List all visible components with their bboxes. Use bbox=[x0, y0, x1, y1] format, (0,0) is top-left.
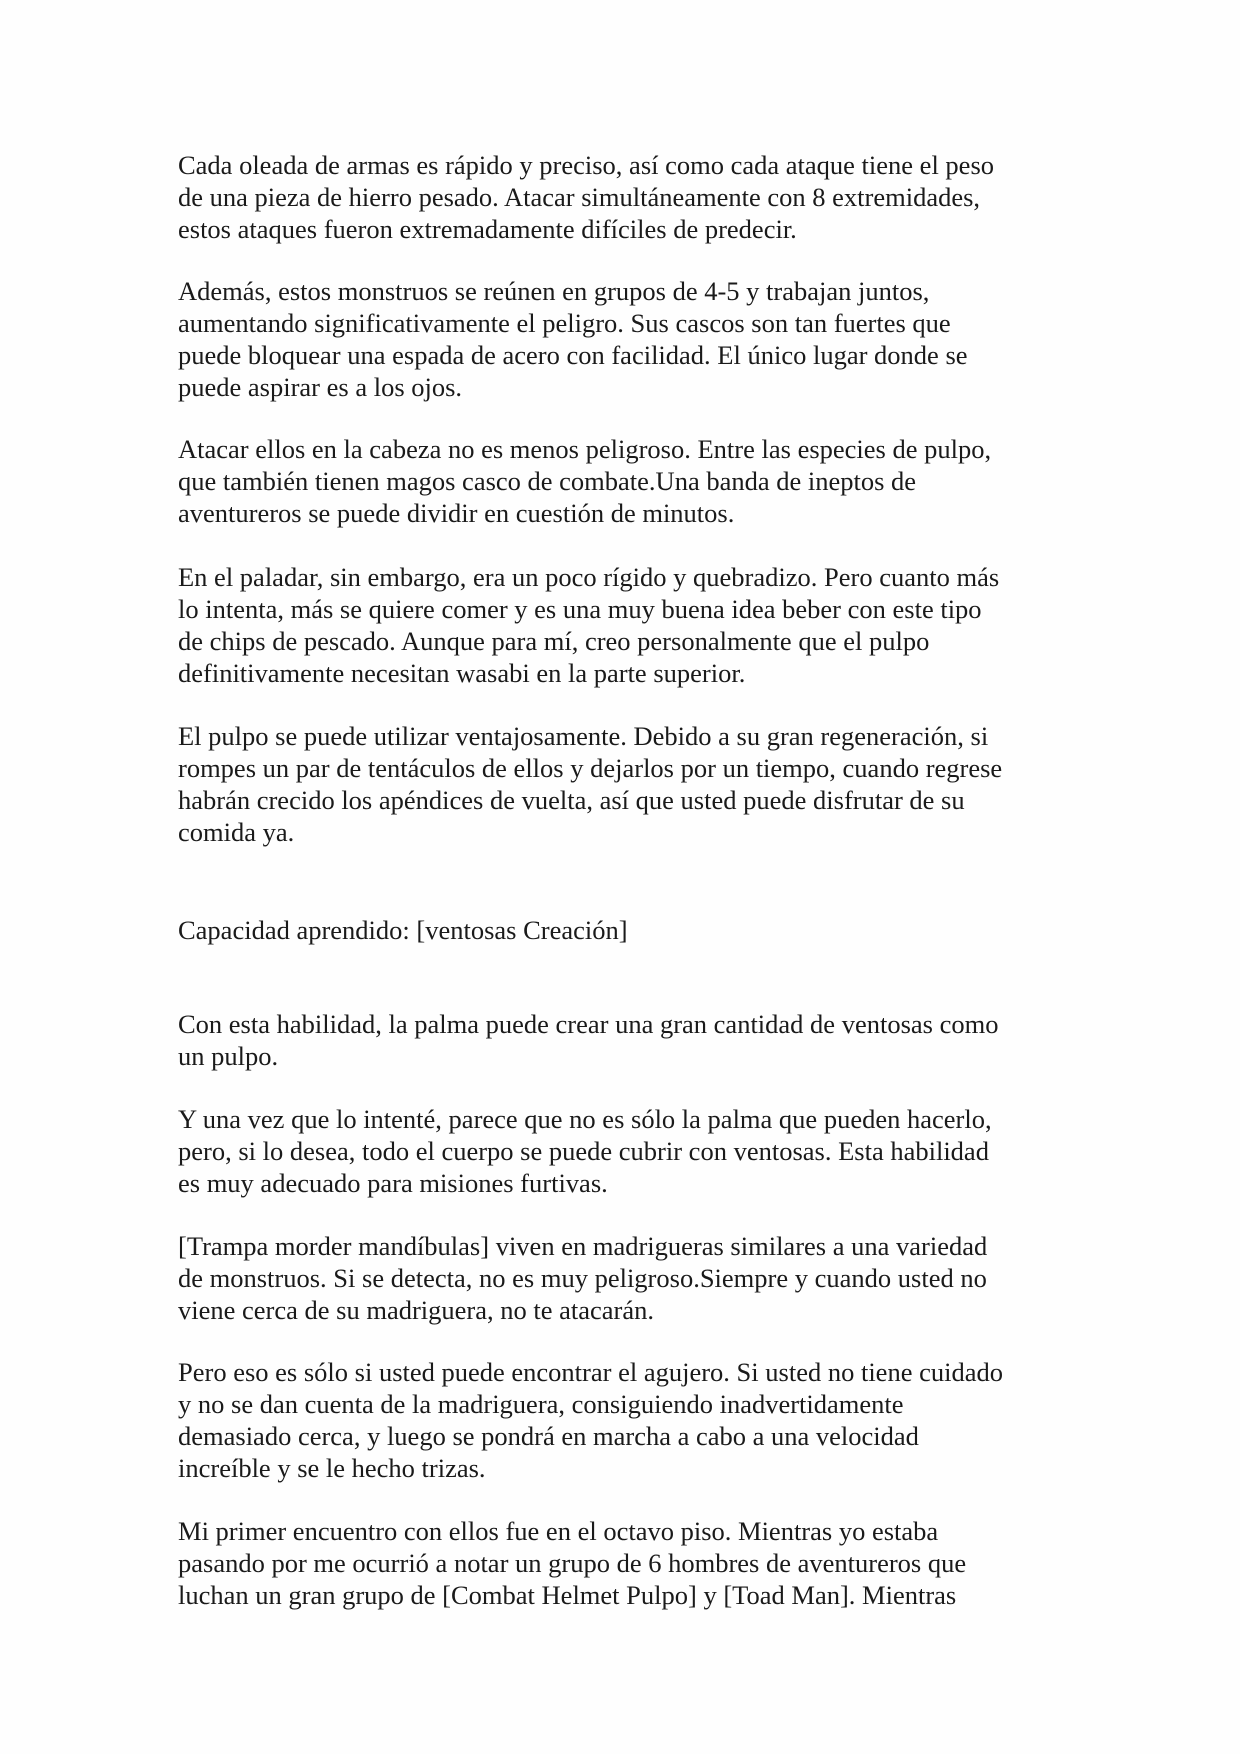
text-line: Además, estos monstruos se reúnen en grupos de 4-5 y trabajan juntos, bbox=[178, 276, 930, 306]
text-line: de chips de pescado. Aunque para mí, creo personalmente que el pulpo bbox=[178, 626, 930, 656]
text-line: pasando por me ocurrió a notar un grupo de 6 hombres de aventureros que bbox=[178, 1548, 967, 1578]
paragraph-6 bbox=[178, 1008, 1078, 1072]
paragraph-2 bbox=[178, 275, 1078, 403]
text-line: Pero eso es sólo si usted puede encontrar el agujero. Si usted no tiene cuidado bbox=[178, 1357, 1003, 1387]
text-line: puede bloquear una espada de acero con facilidad. El único lugar donde se bbox=[178, 340, 968, 370]
text-line: es muy adecuado para misiones furtivas. bbox=[178, 1168, 608, 1198]
text-line: rompes un par de tentáculos de ellos y dejarlos por un tiempo, cuando regrese bbox=[178, 753, 1003, 783]
text-line: Atacar ellos en la cabeza no es menos peligroso. Entre las especies de pulpo, bbox=[178, 434, 992, 464]
text-line: estos ataques fueron extremadamente difíciles de predecir. bbox=[178, 214, 797, 244]
text-line: lo intenta, más se quiere comer y es una muy buena idea beber con este tipo bbox=[178, 594, 982, 624]
text-line: de una pieza de hierro pesado. Atacar simultáneamente con 8 extremidades, bbox=[178, 182, 981, 212]
text-line: aventureros se puede dividir en cuestión de minutos. bbox=[178, 498, 735, 528]
text-line: que también tienen magos casco de combate.Una banda de ineptos de bbox=[178, 466, 917, 496]
text-line: de monstruos. Si se detecta, no es muy peligroso.Siempre y cuando usted no bbox=[178, 1263, 987, 1293]
text-line: increíble y se le hecho trizas. bbox=[178, 1453, 486, 1483]
ability-heading bbox=[178, 914, 1078, 946]
paragraph-1 bbox=[178, 149, 1078, 245]
paragraph-3 bbox=[178, 433, 1078, 529]
text-line: En el paladar, sin embargo, era un poco rígido y quebradizo. Pero cuanto más bbox=[178, 562, 1000, 592]
paragraph-4 bbox=[178, 561, 1078, 689]
text-line: El pulpo se puede utilizar ventajosamente. Debido a su gran regeneración, si bbox=[178, 721, 989, 751]
text-line: viene cerca de su madriguera, no te atacarán. bbox=[178, 1295, 654, 1325]
text-line: Capacidad aprendido: [ventosas Creación] bbox=[178, 915, 628, 945]
text-line: aumentando significativamente el peligro. Sus cascos son tan fuertes que bbox=[178, 308, 951, 338]
text-line: Cada oleada de armas es rápido y preciso, así como cada ataque tiene el peso bbox=[178, 150, 995, 180]
text-line: comida ya. bbox=[178, 817, 295, 847]
paragraph-7 bbox=[178, 1103, 1078, 1199]
text-line: luchan un gran grupo de [Combat Helmet Pulpo] y [Toad Man]. Mientras bbox=[178, 1580, 957, 1610]
text-line: [Trampa morder mandíbulas] viven en madrigueras similares a una variedad bbox=[178, 1231, 988, 1261]
text-line: habrán crecido los apéndices de vuelta, así que usted puede disfrutar de su bbox=[178, 785, 965, 815]
paragraph-10 bbox=[178, 1515, 1078, 1611]
text-line: Con esta habilidad, la palma puede crear una gran cantidad de ventosas como bbox=[178, 1009, 999, 1039]
text-line: definitivamente necesitan wasabi en la parte superior. bbox=[178, 658, 746, 688]
text-line: un pulpo. bbox=[178, 1041, 279, 1071]
text-line: puede aspirar es a los ojos. bbox=[178, 372, 463, 402]
text-line: Y una vez que lo intenté, parece que no es sólo la palma que pueden hacerlo, bbox=[178, 1104, 992, 1134]
paragraph-5 bbox=[178, 720, 1078, 848]
text-line: pero, si lo desea, todo el cuerpo se puede cubrir con ventosas. Esta habilidad bbox=[178, 1136, 989, 1166]
text-line: Mi primer encuentro con ellos fue en el octavo piso. Mientras yo estaba bbox=[178, 1516, 939, 1546]
text-line: y no se dan cuenta de la madriguera, consiguiendo inadvertidamente bbox=[178, 1389, 904, 1419]
paragraph-8 bbox=[178, 1230, 1078, 1326]
paragraph-9 bbox=[178, 1356, 1078, 1484]
text-line: demasiado cerca, y luego se pondrá en marcha a cabo a una velocidad bbox=[178, 1421, 919, 1451]
